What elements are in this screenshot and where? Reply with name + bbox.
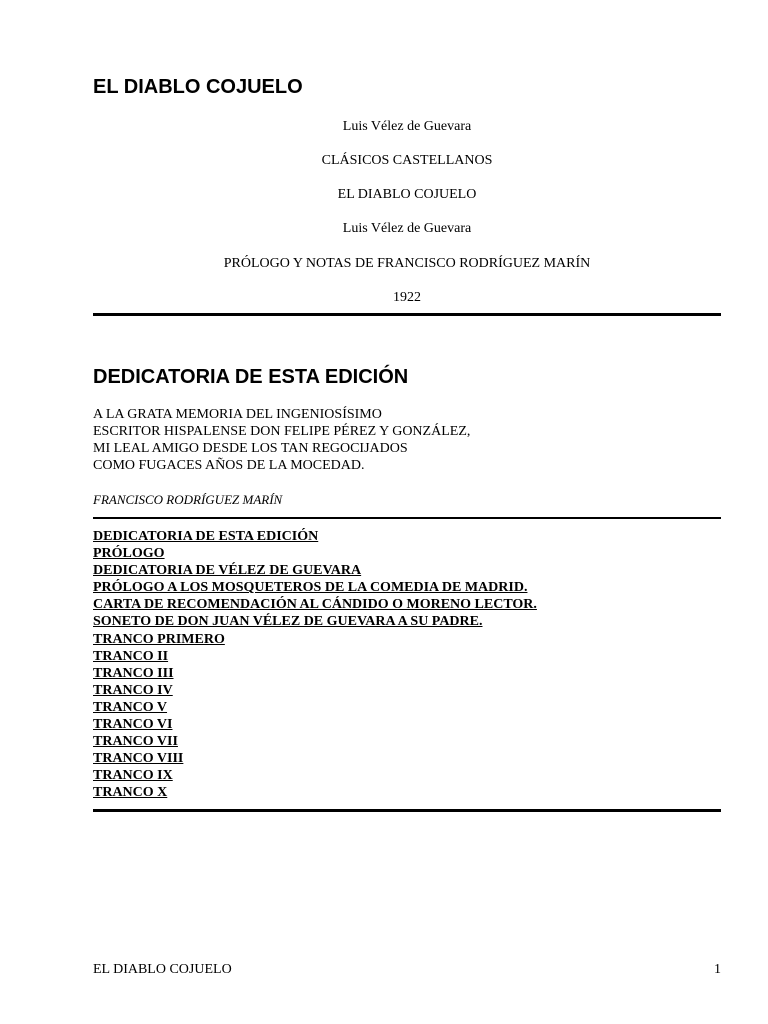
toc-item <box>93 784 537 801</box>
toc-link[interactable]: CARTA DE RECOMENDACIÓN AL CÁNDIDO O MORENO LECTOR. <box>93 597 537 613</box>
section-divider <box>93 313 721 316</box>
toc-item <box>93 613 537 630</box>
toc-item <box>93 596 537 613</box>
dedication-line: COMO FUGACES AÑOS DE LA MOCEDAD. <box>93 458 365 473</box>
collection-line: CLÁSICOS CASTELLANOS <box>321 153 493 168</box>
toc-link[interactable]: DEDICATORIA DE VÉLEZ DE GUEVARA <box>93 563 362 579</box>
toc-link[interactable]: TRANCO VIII <box>93 751 184 767</box>
toc-link[interactable]: TRANCO III <box>93 665 174 681</box>
toc-item <box>93 665 537 682</box>
toc-link[interactable]: PRÓLOGO A LOS MOSQUETEROS DE LA COMEDIA DE MADRID. <box>93 580 528 596</box>
toc-item <box>93 562 537 579</box>
table-of-contents <box>93 528 537 802</box>
toc-item <box>93 682 537 699</box>
dedication-line: A LA GRATA MEMORIA DEL INGENIOSÍSIMO <box>93 407 382 422</box>
toc-link[interactable]: TRANCO V <box>93 699 168 715</box>
toc-item <box>93 767 537 784</box>
toc-link[interactable]: PRÓLOGO <box>93 546 165 562</box>
toc-link[interactable]: SONETO DE DON JUAN VÉLEZ DE GUEVARA A SU PADRE. <box>93 614 483 630</box>
year-line: 1922 <box>393 290 421 305</box>
toc-divider-bottom <box>93 809 721 812</box>
toc-item <box>93 545 537 562</box>
toc-link[interactable]: TRANCO VII <box>93 734 178 750</box>
dedication-line: MI LEAL AMIGO DESDE LOS TAN REGOCIJADOS <box>93 441 408 456</box>
toc-link[interactable]: TRANCO X <box>93 785 168 801</box>
page-number: 1 <box>714 962 721 977</box>
toc-link[interactable]: TRANCO VI <box>93 717 173 733</box>
editor-line: PRÓLOGO Y NOTAS DE FRANCISCO RODRÍGUEZ MARÍN <box>223 256 591 271</box>
toc-divider-top <box>93 517 721 519</box>
toc-item <box>93 648 537 665</box>
dedication-text <box>93 406 470 474</box>
toc-item <box>93 733 537 750</box>
author-line: Luis Vélez de Guevara <box>342 119 472 134</box>
dedication-signature: FRANCISCO RODRÍGUEZ MARÍN <box>93 492 283 507</box>
dedication-line: ESCRITOR HISPALENSE DON FELIPE PÉREZ Y GONZÁLEZ, <box>93 424 471 439</box>
book-title-line: EL DIABLO COJUELO <box>337 187 477 202</box>
toc-link[interactable]: TRANCO II <box>93 648 169 664</box>
toc-item <box>93 631 537 648</box>
toc-link[interactable]: TRANCO IX <box>93 768 173 784</box>
dedication-heading: DEDICATORIA DE ESTA EDICIÓN <box>93 366 409 388</box>
toc-item <box>93 716 537 733</box>
toc-link[interactable]: DEDICATORIA DE ESTA EDICIÓN <box>93 529 319 544</box>
toc-link[interactable]: TRANCO IV <box>93 682 173 698</box>
document-title: EL DIABLO COJUELO <box>93 76 303 98</box>
toc-item <box>93 750 537 767</box>
toc-item <box>93 579 537 596</box>
author-line-repeat: Luis Vélez de Guevara <box>342 221 472 236</box>
toc-item <box>93 528 537 545</box>
toc-link[interactable]: TRANCO PRIMERO <box>93 631 225 647</box>
footer-running-title: EL DIABLO COJUELO <box>93 962 232 977</box>
toc-item <box>93 699 537 716</box>
